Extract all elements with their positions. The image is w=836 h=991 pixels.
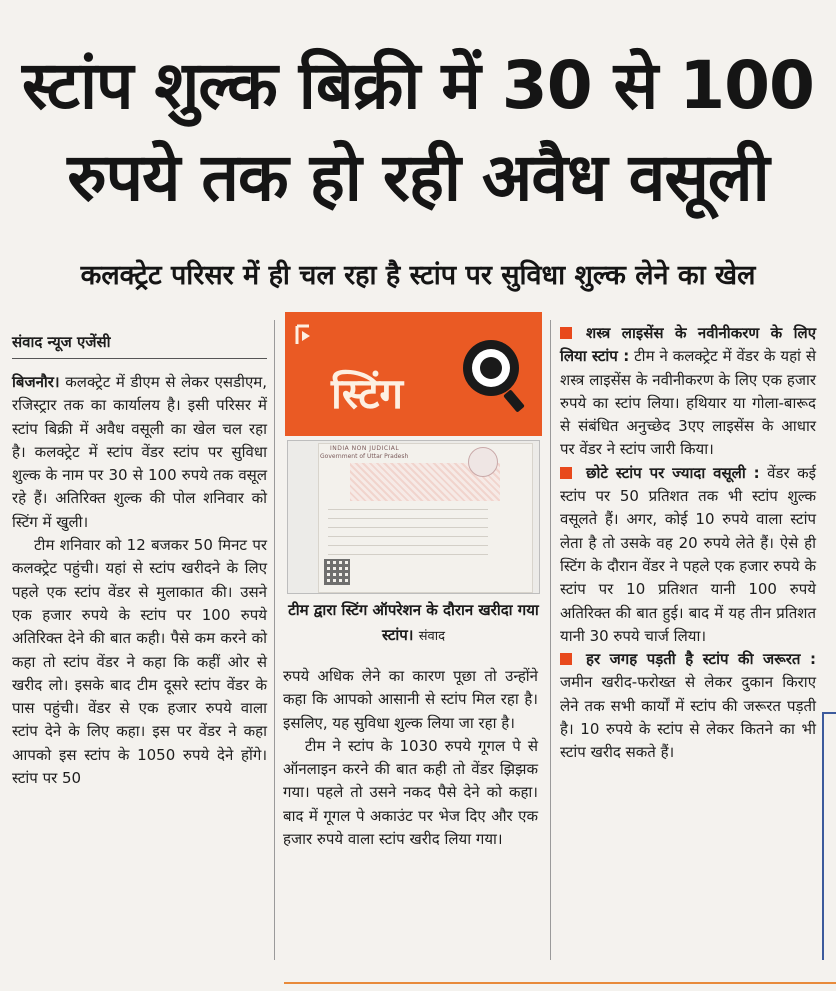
page-top-edge [0, 0, 836, 6]
paragraph-4: टीम ने स्टांप के 1030 रुपये गूगल पे से ऑनलाइन करने की बात कही तो वेंडर झिझक गया। पहले तो उसने नकद पैसे देने को कहा। बाद में गूगल पे अकाउंट पर भेज दिए और एक हजार रुपये वाला स्टांप खरीद लिया गया। [283, 736, 538, 849]
sting-label: स्टिंग [331, 369, 404, 418]
headline [8, 40, 828, 224]
qr-code-icon [324, 559, 350, 585]
paragraph-1 [12, 371, 267, 534]
stamp-seal [468, 447, 498, 477]
bullet-square-icon [560, 653, 572, 665]
section-heading: हर जगह पड़ती है स्टांप की जरूरत : [586, 650, 816, 669]
paragraph-3: रुपये अधिक लेने का कारण पूछा तो उन्होंने कहा कि आपको आसानी से स्टांप मिल रहा है। इसलिए, यह सुविधा शुल्क लिया जा रहा है। [283, 667, 538, 732]
section-small-stamps [560, 462, 816, 648]
paragraph-1-text: कलक्ट्रेट में डीएम से लेकर एसडीएम, रजिस्ट्रार तक का कार्यालय है। इसी परिसर में स्टांप बिक्री में अवैध वसूली का खेल चल रहा है। कलक्ट्रेट में स्टांप वेंडर स्टांप पर सुविधा शुल्क के नाम पर 30 से 100 रुपये तक वसूल रहे हैं। अतिरिक्त शुल्क की पोल शनिवार को स्टिंग में खुली। [12, 373, 267, 531]
article-column-1 [12, 330, 267, 790]
section-stamp-need [560, 648, 816, 764]
column-divider [550, 320, 551, 960]
bullet-square-icon [560, 467, 572, 479]
article-column-3 [560, 322, 816, 765]
caption-text: टीम द्वारा स्टिंग ऑपरेशन के दौरान खरीदा गया स्टांप। [288, 601, 539, 644]
dateline-place: बिजनौर। [12, 373, 60, 391]
section-heading: शस्त्र लाइसेंस के नवीनीकरण के लिए लिया स्टांप : [560, 324, 816, 366]
byline: संवाद न्यूज एजेंसी [12, 330, 267, 359]
stamp-text-lines [328, 507, 488, 555]
section-text: वेंडर कई स्टांप पर 50 प्रतिशत तक भी स्टांप शुल्क वसूलते हैं। अगर, कोई 10 रुपये वाला स्टांप लेता है तो उसके वह 20 रुपये लेते हैं। ऐसे ही स्टिंग के दौरान वेंडर ने पहले एक हजार रुपये के स्टांप पर 10 प्रतिशत यानी 100 रुपये अतिरिक्त की बात हुई। बाद में यह तीन प्रतिशत यानी 30 रुपये चार्ज लिया। [560, 463, 817, 645]
section-text: जमीन खरीद-फरोख्त से लेकर दुकान किराए लेने तक सभी कार्यों में स्टांप की जरूरत पड़ती है। 10 रुपये के स्टांप से लेकर कितने का भी स्टांप खरीद सकते हैं। [560, 673, 816, 762]
adjacent-box-edge [822, 712, 836, 960]
next-article-box-edge [284, 982, 836, 991]
section-heading: छोटे स्टांप पर ज्यादा वसूली : [586, 463, 760, 482]
next-article-cutoff [10, 968, 260, 991]
stamp-paper-photo [287, 440, 540, 594]
column-divider [274, 320, 275, 960]
section-arms-license [560, 322, 816, 462]
paragraph-2: टीम शनिवार को 12 बजकर 50 मिनट पर कलक्ट्रेट पहुंची। यहां से स्टांप खरीदने के लिए पहले एक स्टांप वेंडर से मुलाकात की। उसने एक हजार रुपये के स्टांप पर 100 रुपये अतिरिक्त देने की बात कही। पैसे कम करने को कहा तो स्टांप वेंडर ने कहा कि कहीं ओर से खरीद लो। इसके बाद टीम दूसरे स्टांप वेंडर के पास पहुंची। वेंडर से एक हजार रुपये वाला स्टांप देने के लिए कहा। इस पर वेंडर ने कहा आपको इस स्टांप के 1050 रुपये देने होंगे। स्टांप पर 50 [12, 536, 267, 788]
section-text: टीम ने कलक्ट्रेट में वेंडर के यहां से शस्त्र लाइसेंस के नवीनीकरण के लिए एक हजार रुपये का स्टांप लिया। हथियार या गोला-बारूद से संबंधित अनुच्छेद 3एए लाइसेंस के आधार पर वेंडर ने स्टांप जारी किया। [560, 347, 816, 459]
article-column-2 [283, 665, 538, 851]
photo-caption [287, 598, 540, 649]
headline-line-2: रुपये तक हो रही अवैध वसूली [67, 139, 769, 216]
play-icon [295, 324, 315, 346]
stamp-sub-text: Government of Uttar Pradesh [320, 453, 409, 460]
subheadline: कलक्ट्रेट परिसर में ही चल रहा है स्टांप पर सुविधा शुल्क लेने का खेल [80, 260, 756, 291]
bullet-square-icon [560, 327, 572, 339]
caption-credit: संवाद [418, 629, 446, 644]
stamp-header-text: INDIA NON JUDICIAL [330, 445, 400, 452]
headline-line-1: स्टांप शुल्क बिक्री में 30 से 100 [22, 47, 814, 124]
magnifier-icon [455, 332, 531, 414]
sting-graphic [285, 312, 542, 436]
